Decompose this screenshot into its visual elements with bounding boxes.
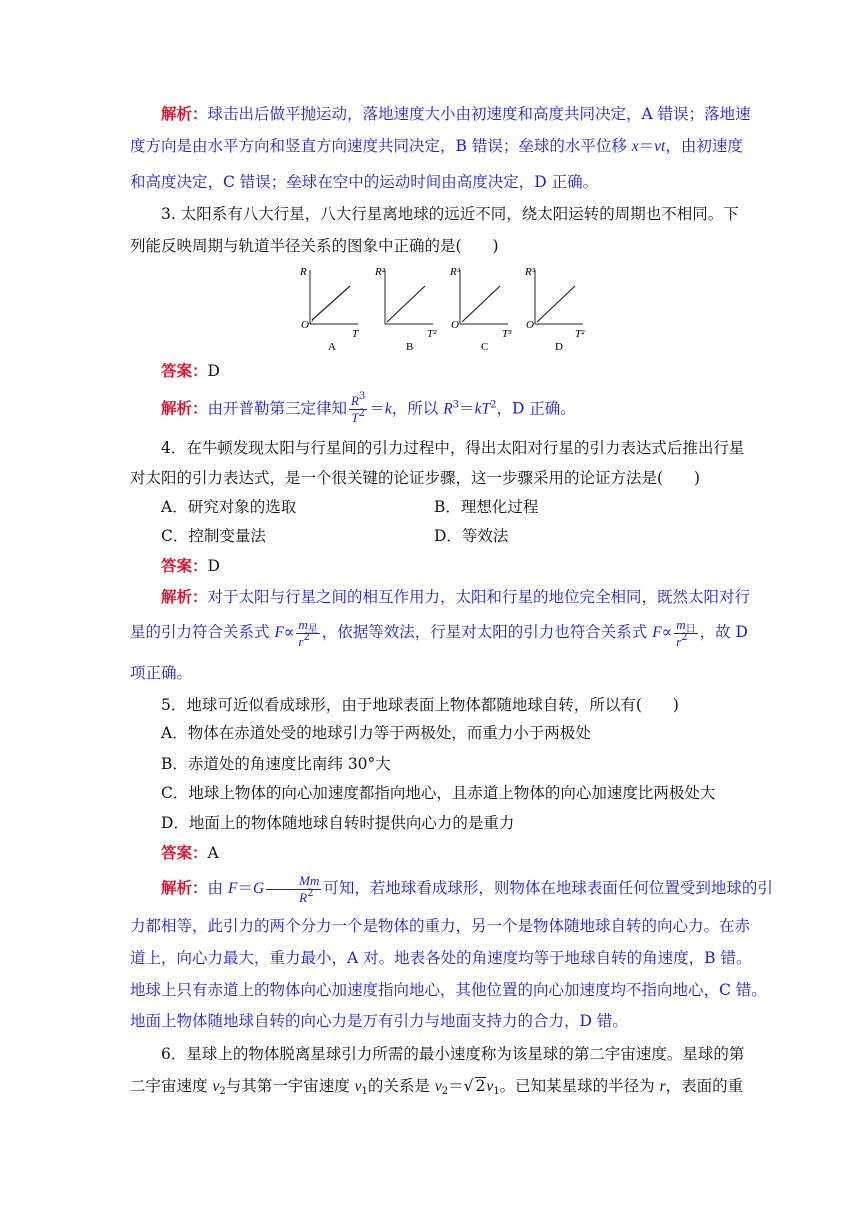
graph-c-y-label: R³ (450, 266, 461, 278)
q4-option-c: C．控制变量法 (161, 527, 266, 545)
analysis-label: 解析： (161, 587, 208, 606)
answer-label: 答案： (161, 361, 208, 380)
q4-option-b: B．理想化过程 (434, 498, 539, 516)
q5-option-b: B．赤道处的角速度比南纬 30°大 (161, 755, 391, 773)
q5-option-c: C．地球上物体的向心加速度都指向地心，且赤道上物体的向心加速度比两极处大 (161, 784, 716, 802)
q4-answer (161, 551, 220, 581)
q2-analysis-line1: 解析：球击出后做平抛运动，落地速度大小由初速度和高度共同决定，A 错误；落地速 (161, 104, 751, 123)
q2-analysis-line2: 度方向是由水平方向和竖直方向速度共同决定，B 错误；垒球的水平位移 x＝vt，由初速度 (130, 137, 743, 155)
q6-stem-line2: 二宇宙速度 $v_2$与其第一宇宙速度 $v_1$的关系是 $v_2=√$ $2v_1$。已知某星球的半径为 r，表面的重 (130, 1077, 744, 1097)
q3-stem-line1: 3. 太阳系有八大行星，八大行星离地球的远近不同，绕太阳运转的周期也不相同。下 (161, 205, 739, 223)
graph-c (449, 266, 512, 353)
graph-d-y-label: R³ (525, 266, 536, 278)
q5-analysis-line4: 地球上只有赤道上的物体向心加速度指向地心，其他位置的向心加速度均不指向地心，C 错。 (130, 981, 767, 999)
graph-d-x-label: T² (575, 328, 585, 340)
q3-stem-line2: 列能反映周期与轨道半径关系的图象中正确的是( ) (130, 237, 499, 255)
q6-stem-line1: 6．星球上的物体脱离星球引力所需的最小速度称为该星球的第二宇宙速度。星球的第 (161, 1045, 745, 1063)
graph-a-y-label: R (300, 266, 307, 278)
answer-label: 答案： (161, 556, 208, 575)
answer-value: A (207, 844, 219, 862)
q4-option-d: D．等效法 (434, 527, 509, 545)
q2-analysis-line3: 和高度决定，C 错误；垒球在空中的运动时间由高度决定，D 正确。 (130, 173, 599, 191)
graph-b-x-label: T² (427, 328, 437, 340)
q5-analysis-line3: 道上，向心力最大，重力最小，A 对。地表各处的角速度均等于地球自转的角速度，B 错。 (130, 949, 752, 967)
q4-analysis-line3: 项正确。 (130, 664, 193, 682)
q5-analysis-line1: 解析：由 F＝G $\frac{Mm}{R^2}$ 可知，若地球看成球形，则物体在地球表面任何位置受到地球的引 (161, 872, 773, 905)
q4-analysis-line2: 星的引力符合关系式 F∝ $\frac{m_星}{r^2}$ ，依据等效法，行星对太阳的引力也符合关系式 F∝ $\frac{m_日}{r^2}$ ，故 D (130, 616, 748, 649)
graph-a-x-label: T (352, 328, 359, 340)
q4-stem-line2: 对太阳的引力表达式，是一个很关键的论证步骤，这一步骤采用的论证方法是( ) (130, 469, 701, 487)
graph-d-letter: D (555, 341, 563, 353)
analysis-label: 解析： (161, 878, 208, 897)
q5-option-d: D．地面上的物体随地球自转时提供向心力的是重力 (161, 814, 515, 832)
graph-d (524, 266, 585, 353)
q5-stem: 5．地球可近似看成球形，由于地球表面上物体都随地球自转，所以有( ) (161, 696, 679, 714)
graph-b-y-label: R² (375, 266, 386, 278)
analysis-label: 解析： (161, 398, 208, 418)
graph-c-origin: O (451, 319, 459, 331)
graph-b-letter: B (406, 341, 414, 353)
q4-option-a: A．研究对象的选取 (161, 498, 297, 516)
graph-c-letter: C (481, 341, 489, 353)
graph-a-letter: A (328, 341, 336, 353)
answer-value: D (207, 362, 220, 380)
graph-b (374, 266, 437, 353)
q3-answer (161, 356, 220, 386)
q5-answer (161, 838, 219, 868)
answer-value: D (207, 557, 220, 575)
q5-analysis-line2: 力都相等，此引力的两个分力一个是物体的重力，另一个是物体随地球自转的向心力。在赤 (130, 917, 751, 935)
graph-c-x-label: T³ (502, 328, 512, 340)
graph-d-origin: O (526, 319, 534, 331)
q4-analysis-line1: 解析：对于太阳与行星之间的相互作用力，太阳和行星的地位完全相同，既然太阳对行 (161, 587, 751, 606)
q5-option-a: A．物体在赤道处受的地球引力等于两极处，而重力小于两极处 (161, 724, 591, 742)
graph-a-origin: O (301, 319, 309, 331)
analysis-label: 解析： (161, 104, 208, 123)
answer-label: 答案： (161, 843, 208, 862)
q3-analysis: 解析：由开普勒第三定律知 $\frac{R^3}{T^2}$ ＝k，所以 $R^3=kT^2$，D 正确。 (161, 391, 576, 425)
q5-analysis-line5: 地面上物体随地球自转的向心力是万有引力与地面支持力的合力，D 错。 (130, 1012, 628, 1030)
q4-stem-line1: 4．在牛顿发现太阳与行星间的引力过程中，得出太阳对行星的引力表达式后推出行星 (161, 439, 745, 457)
q3-graph-figure (290, 262, 590, 354)
graph-a (299, 266, 359, 353)
